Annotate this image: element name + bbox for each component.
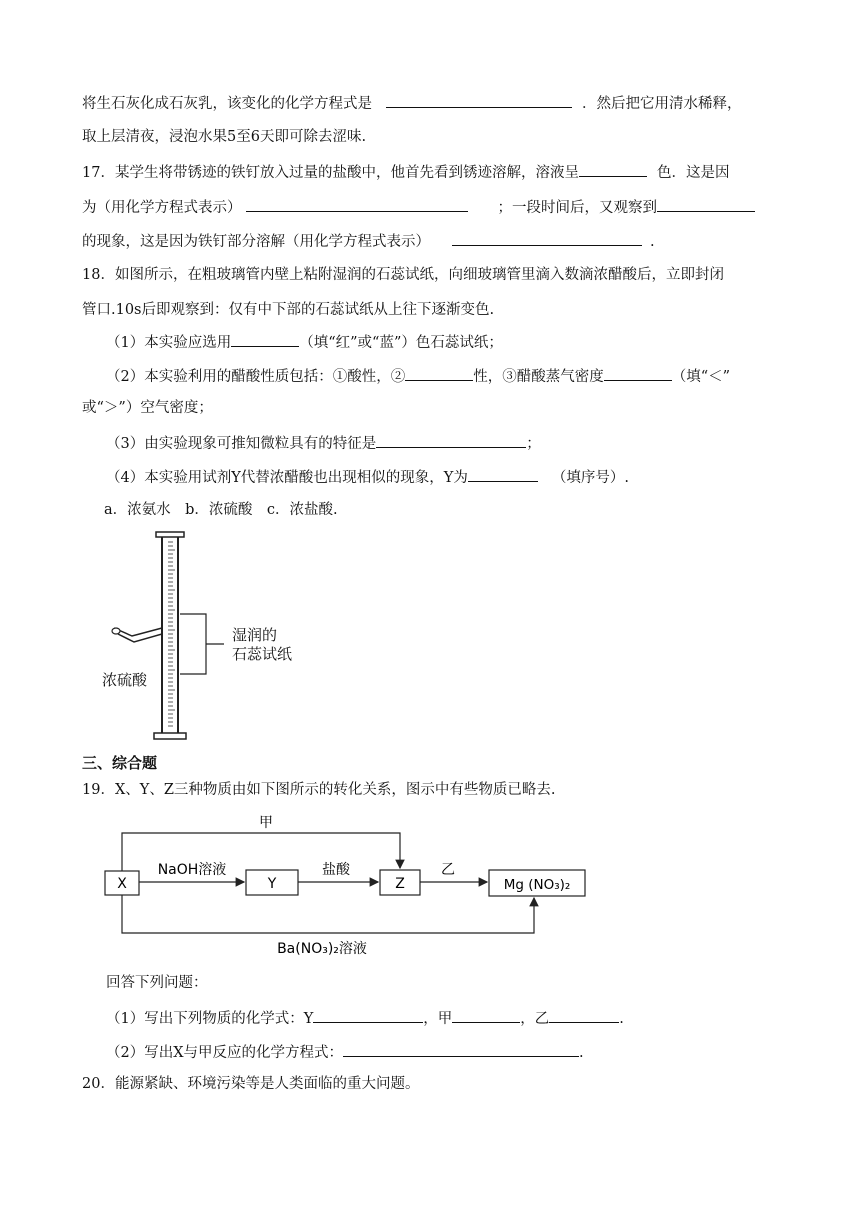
q18-p3-text-b: ；	[526, 436, 541, 452]
q18-p1-blank[interactable]	[231, 331, 299, 347]
q17-text-b: 色．这是因	[656, 165, 730, 181]
q19-conversion-diagram	[96, 812, 596, 962]
q19-p1-text-b: ，甲	[423, 1011, 453, 1027]
label-naoh: NaOH溶液	[157, 862, 227, 878]
q17-equation2-blank[interactable]	[452, 230, 642, 246]
q19-p1-text-c: ，乙	[520, 1011, 550, 1027]
q17-text-f: .	[650, 234, 655, 250]
q18-p2-blank1[interactable]	[405, 365, 473, 381]
box-x-label: X	[117, 876, 127, 892]
q18-p2-text-c: （填“＜”	[671, 369, 731, 385]
q18-p2-blank2[interactable]	[604, 365, 672, 381]
q19-yi-blank[interactable]	[549, 1007, 619, 1023]
q17-equation1-blank[interactable]	[246, 196, 468, 212]
q17-text-a: 17．某学生将带锈迹的铁钉放入过量的盐酸中，他首先看到锈迹溶解，溶液呈	[82, 165, 579, 181]
box-mg-label: Mg (NO₃)₂	[503, 877, 571, 893]
q18-p1-text-a: （1）本实验应选用	[106, 335, 232, 351]
label-acid: 浓硫酸	[102, 671, 148, 689]
q19-ask: 回答下列问题：	[106, 975, 208, 991]
label-bracket	[180, 614, 206, 674]
q18-p2-text-b: 性，③醋酸蒸气密度	[473, 369, 604, 385]
q18-p3-text-a: （3）由实验现象可推知微粒具有的特征是	[106, 436, 377, 452]
label-litmus-paper: 石蕊试纸	[232, 645, 293, 663]
q18-part3	[106, 432, 541, 454]
q17-text-e: 的现象，这是因为铁钉部分溶解（用化学方程式表示）	[82, 234, 430, 250]
q16-text-b: ．然后把它用清水稀释，	[582, 96, 742, 112]
q19-equation-blank[interactable]	[343, 1041, 579, 1057]
q18-part2	[106, 365, 730, 387]
q16-line2: 取上层清夜，浸泡水果5至6天即可除去涩味.	[82, 129, 367, 145]
q19-p2-text-b: .	[579, 1045, 584, 1061]
q18-p3-blank[interactable]	[376, 432, 526, 448]
litmus-paper-strip	[168, 542, 175, 726]
q18-p1-text-b: （填“红”或“蓝”）色石蕊试纸；	[299, 335, 503, 351]
label-jia: 甲	[259, 815, 273, 831]
q19-jia-blank[interactable]	[452, 1007, 520, 1023]
q18-part1	[106, 331, 503, 353]
side-tube-lower	[118, 634, 162, 642]
q17-color-blank[interactable]	[579, 161, 647, 177]
tube-top-cap	[156, 532, 184, 537]
q16-text-a: 将生石灰化成石灰乳，该变化的化学方程式是	[82, 96, 372, 112]
q17-phenomenon-blank[interactable]	[657, 196, 755, 212]
section-title: 三、综合题	[82, 754, 158, 772]
arrow-x-to-mg-bottom	[122, 895, 534, 933]
q19-p1-text-d: .	[619, 1011, 624, 1027]
label-yi: 乙	[441, 862, 455, 878]
q19-y-blank[interactable]	[313, 1007, 423, 1023]
q18-p4-text-b: （填序号）.	[551, 470, 629, 486]
box-y-label: Y	[267, 876, 277, 892]
q17-text-c: 为（用化学方程式表示）	[82, 200, 242, 216]
side-tube-opening	[112, 628, 120, 634]
q18-part4	[106, 466, 629, 488]
q19-part1	[106, 1007, 624, 1029]
q19-part2	[106, 1041, 584, 1063]
q19-p1-text-a: （1）写出下列物质的化学式：Y	[106, 1011, 314, 1027]
q20-line1: 20．能源紧缺、环境污染等是人类面临的重大问题。	[82, 1076, 420, 1092]
q18-p4-text-a: （4）本实验用试剂Y代替浓醋酸也出现相似的现象，Y为	[106, 470, 468, 486]
label-ba-nitrate: Ba(NO₃)₂溶液	[277, 941, 367, 957]
box-z-label: Z	[395, 876, 405, 892]
q18-options: a．浓氨水 b．浓硫酸 c．浓盐酸.	[104, 502, 338, 518]
tube-bottom-cap	[154, 733, 186, 739]
q18-apparatus-figure	[96, 528, 316, 748]
q18-p2-text-a: （2）本实验利用的醋酸性质包括：①酸性，②	[106, 369, 406, 385]
q17-line2	[82, 196, 755, 218]
q17-line3	[82, 230, 655, 252]
q16-line1	[82, 92, 742, 114]
q17-line1	[82, 161, 729, 183]
label-wet: 湿润的	[232, 626, 278, 644]
q18-p4-blank[interactable]	[468, 466, 538, 482]
q17-text-d: ；一段时间后，又观察到	[497, 200, 657, 216]
label-hcl: 盐酸	[322, 862, 350, 878]
q19-p2-text-a: （2）写出X与甲反应的化学方程式：	[106, 1045, 344, 1061]
q18-part2-cont: 或“＞”）空气密度；	[82, 400, 213, 416]
q19-line1: 19．X、Y、Z三种物质由如下图所示的转化关系，图示中有些物质已略去.	[82, 782, 556, 798]
q18-line1: 18．如图所示，在粗玻璃管内壁上粘附湿润的石蕊试纸，向细玻璃管里滴入数滴浓醋酸后，立即封闭	[82, 267, 724, 283]
q16-answer-blank[interactable]	[386, 92, 572, 108]
q18-line2: 管口.10s后即观察到：仅有中下部的石蕊试纸从上往下逐渐变色.	[82, 302, 495, 318]
